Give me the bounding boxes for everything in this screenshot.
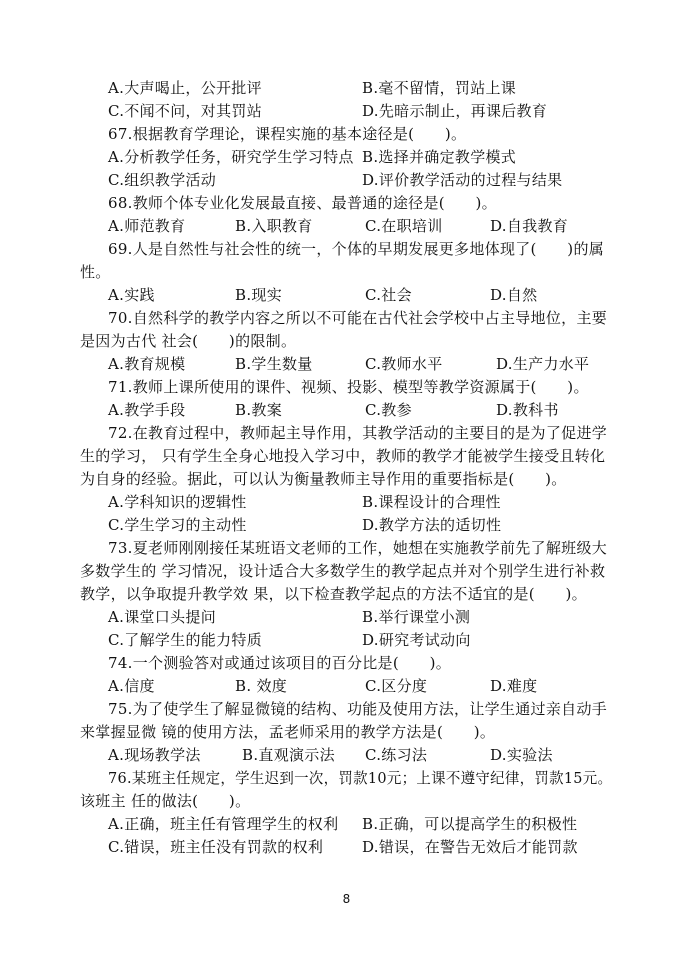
q76-stem-line2: 该班主 任的做法( )。: [80, 792, 251, 810]
q71-option-c: C.教参: [365, 401, 412, 419]
q74-option-c: C.区分度: [365, 677, 428, 695]
q71-option-d: D.教科书: [496, 401, 559, 419]
q70-option-a: A.教育规模: [108, 355, 186, 373]
q71-option-a: A.教学手段: [108, 401, 186, 419]
q72-stem-line3: 为自身的经验。据此，可以认为衡量教师主导作用的重要指标是( )。: [80, 470, 567, 488]
q66-option-d: D.先暗示制止，再课后教育: [362, 102, 548, 120]
q72-option-d: D.教学方法的适切性: [362, 516, 502, 534]
q75-option-a: A.现场教学法: [108, 746, 201, 764]
q73-option-d: D.研究考试动向: [362, 631, 471, 649]
q75-option-c: C.练习法: [365, 746, 428, 764]
q69-option-d: D.自然: [490, 286, 538, 304]
q68-option-a: A.师范教育: [108, 217, 186, 235]
q72-stem-line2: 生的学习， 只有学生全身心地投入学习中，教师的教学才能被学生接受且转化: [80, 447, 606, 465]
q70-stem-line2: 是因为古代 社会( )的限制。: [80, 332, 297, 350]
q67-option-a: A.分析教学任务，研究学生学习特点: [108, 148, 354, 166]
q66-option-a: A.大声喝止，公开批评: [108, 79, 262, 97]
q72-stem-line1: 72.在教育过程中，教师起主导作用，其教学活动的主要目的是为了促进学: [108, 424, 608, 442]
q69-option-a: A.实践: [108, 286, 155, 304]
q69-option-c: C.社会: [365, 286, 412, 304]
q75-option-b: B.直观演示法: [242, 746, 335, 764]
q74-stem: 74.一个测验答对或通过该项目的百分比是( )。: [108, 654, 452, 672]
q71-stem: 71.教师上课所使用的课件、视频、投影、模型等教学资源属于( )。: [108, 378, 589, 396]
q73-stem-line1: 73.夏老师刚刚接任某班语文老师的工作，她想在实施教学前先了解班级大: [108, 539, 608, 557]
q73-stem-line2: 多数学生的 学习情况，设计适合大多数学生的教学起点并对个别学生进行补救: [80, 562, 606, 580]
q66-option-c: C.不闻不问，对其罚站: [108, 102, 263, 120]
q69-stem-line1: 69.人是自然性与社会性的统一，个体的早期发展更多地体现了( )的属: [108, 240, 605, 258]
q76-stem-line1: 76.某班主任规定，学生迟到一次，罚款10元；上课不遵守纪律，罚款15元。: [108, 769, 613, 787]
q68-option-d: D.自我教育: [490, 217, 569, 235]
q74-option-d: D.难度: [490, 677, 538, 695]
q70-stem-line1: 70.自然科学的教学内容之所以不可能在古代社会学校中占主导地位，主要: [108, 309, 608, 327]
q67-option-d: D.评价教学活动的过程与结果: [362, 171, 563, 189]
q76-option-a: A.正确，班主任有管理学生的权利: [108, 815, 339, 833]
q70-option-b: B.学生数量: [235, 355, 313, 373]
q73-option-a: A.课堂口头提问: [108, 608, 217, 626]
q72-option-b: B.课程设计的合理性: [362, 493, 501, 511]
q76-option-d: D.错误，在警告无效后才能罚款: [362, 838, 578, 856]
q67-option-b: B.选择并确定教学模式: [362, 148, 517, 166]
q68-option-c: C.在职培训: [365, 217, 443, 235]
q75-stem-line2: 来掌握显微 镜的使用方法，孟老师采用的教学方法是( )。: [80, 723, 496, 741]
q73-stem-line3: 教学，以争取提升教学效 果，以下检查教学起点的方法不适宜的是( )。: [80, 585, 587, 603]
q73-option-c: C.了解学生的能力特质: [108, 631, 263, 649]
q68-stem: 68.教师个体专业化发展最直接、最普通的途径是( )。: [108, 194, 497, 212]
q72-option-c: C.学生学习的主动性: [108, 516, 247, 534]
q71-option-b: B.教案: [235, 401, 282, 419]
q66-option-b: B.毫不留情，罚站上课: [362, 79, 517, 97]
q75-option-d: D.实验法: [490, 746, 553, 764]
q76-option-c: C.错误，班主任没有罚款的权利: [108, 838, 324, 856]
q74-option-b: B. 效度: [235, 677, 288, 695]
q72-option-a: A.学科知识的逻辑性: [108, 493, 247, 511]
q76-option-b: B.正确，可以提高学生的积极性: [362, 815, 578, 833]
q69-option-b: B.现实: [235, 286, 282, 304]
q70-option-c: C.教师水平: [365, 355, 443, 373]
q67-stem: 67.根据教育学理论，课程实施的基本途径是( )。: [108, 125, 467, 143]
q74-option-a: A.信度: [108, 677, 155, 695]
q67-option-c: C.组织教学活动: [108, 171, 217, 189]
q69-stem-line2: 性。: [80, 263, 111, 281]
q70-option-d: D.生产力水平: [496, 355, 590, 373]
q73-option-b: B.举行课堂小测: [362, 608, 471, 626]
page-number: 8: [342, 892, 351, 906]
q68-option-b: B.入职教育: [235, 217, 313, 235]
q75-stem-line1: 75.为了使学生了解显微镜的结构、功能及使用方法，让学生通过亲自动手: [108, 700, 608, 718]
